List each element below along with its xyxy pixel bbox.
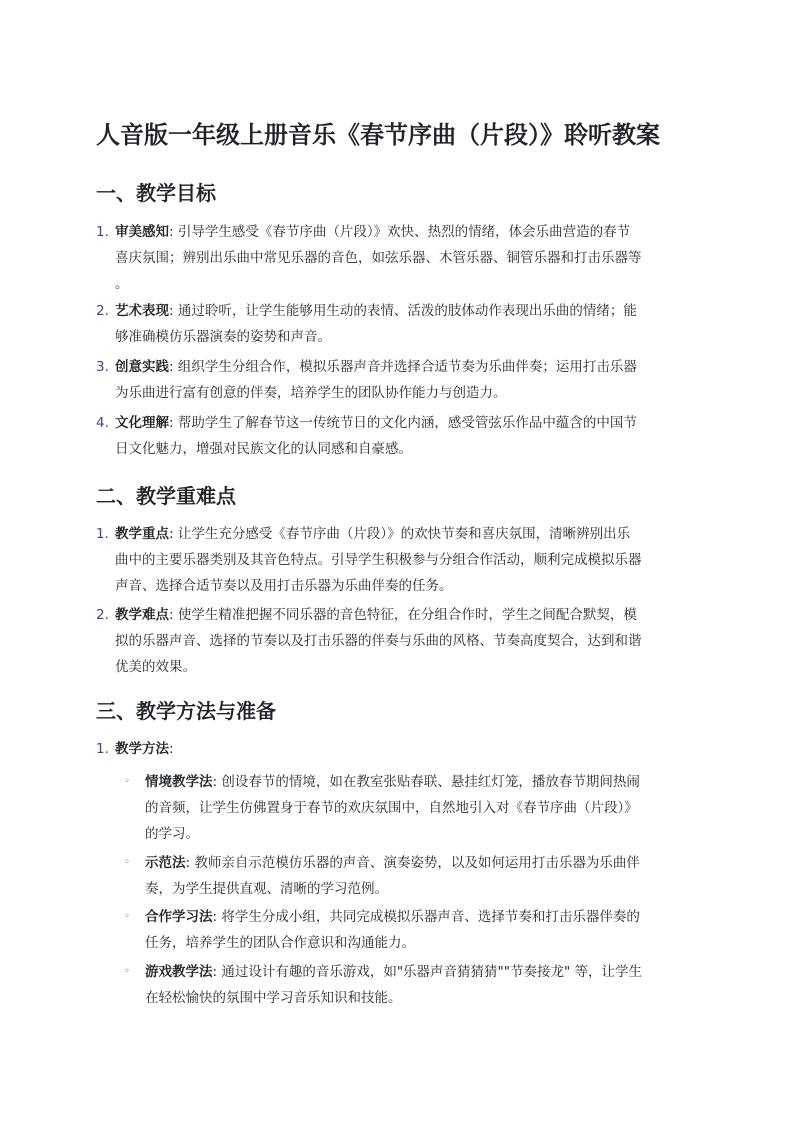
subitem-text: 的音频，让学生仿佛置身于春节的欢庆氛围中，自然地引入对《春节序曲（片段）》 [145,800,638,816]
subitem-text: : 创设春节的情境，如在教室张贴春联、悬挂红灯笼，播放春节期间热闹 [212,774,640,790]
subitem-label: 情境教学法 [145,774,213,790]
subitem-text: 在轻松愉快的氛围中学习音乐知识和技能。 [145,990,402,1006]
item-text: : 组织学生分组合作，模拟乐器声音并选择合适节奏为乐曲伴奏；运用打击乐器 [169,359,637,375]
item-text: : 引导学生感受《春节序曲（片段）》欢快、热烈的情绪，体会乐曲营造的春节 [169,224,631,240]
item-text: : 使学生精准把握不同乐器的音色特征，在分组合作时，学生之间配合默契，模 [169,607,637,623]
item-label: 教学方法 [115,741,169,757]
item-label: 文化理解 [115,415,169,431]
list-number: 1. [96,741,109,757]
item-label: 审美感知 [115,224,169,240]
subitem-label: 游戏教学法 [145,964,213,980]
item-label: 教学难点 [115,607,169,623]
item-text: : [169,741,174,757]
subitem-text: 的学习。 [145,826,199,842]
item-label: 创意实践 [115,359,169,375]
item-text: 日文化魅力，增强对民族文化的认同感和自豪感。 [115,441,412,457]
item-text: 喜庆氛围；辨别出乐曲中常见乐器的音色，如弦乐器、木管乐器、铜管乐器和打击乐器等 [115,250,642,266]
list-number: 2. [96,607,109,623]
subitem-label: 合作学习法 [145,909,213,925]
hollow-bullet-icon: ◦ [124,776,130,787]
subitem-text: 奏，为学生提供直观、清晰的学习范例。 [145,881,388,897]
list-number: 1. [96,224,109,240]
item-text: : 让学生充分感受《春节序曲（片段）》的欢快节奏和喜庆氛围，清晰辨别出乐 [169,526,631,542]
document-title: 人音版一年级上册音乐《春节序曲（片段）》聆听教案 [96,121,660,149]
list-number: 4. [96,415,109,431]
item-text: 够准确模仿乐器演奏的姿势和声音。 [115,329,331,345]
list-number: 1. [96,526,109,542]
subitem-label: 示范法 [145,855,186,871]
item-text: : 通过聆听，让学生能够用生动的表情、活泼的肢体动作表现出乐曲的情绪；能 [169,303,637,319]
item-label: 艺术表现 [115,303,169,319]
hollow-bullet-icon: ◦ [124,911,130,922]
item-text: 。 [115,276,129,292]
subitem-text: : 将学生分成小组，共同完成模拟乐器声音、选择节奏和打击乐器伴奏的 [212,909,640,925]
item-label: 教学重点 [115,526,169,542]
subitem-text: 任务，培养学生的团队合作意识和沟通能力。 [145,935,415,951]
subitem-text: : 教师亲自示范模仿乐器的声音、演奏姿势，以及如何运用打击乐器为乐曲伴 [185,855,640,871]
hollow-bullet-icon: ◦ [124,966,130,977]
hollow-bullet-icon: ◦ [124,857,130,868]
item-text: 曲中的主要乐器类别及其音色特点。引导学生积极参与分组合作活动，顺利完成模拟乐器 [115,552,642,568]
section-heading-methods: 三、教学方法与准备 [96,699,276,723]
subitem-text: : 通过设计有趣的音乐游戏，如"乐器声音猜猜猜""节奏接龙" 等，让学生 [212,964,642,980]
item-text: : 帮助学生了解春节这一传统节日的文化内涵，感受管弦乐作品中蕴含的中国节 [169,415,637,431]
list-number: 2. [96,303,109,319]
item-text: 优美的效果。 [115,659,196,675]
item-text: 为乐曲进行富有创意的伴奏，培养学生的团队协作能力与创造力。 [115,385,507,401]
section-heading-objectives: 一、教学目标 [96,181,216,205]
list-number: 3. [96,359,109,375]
item-text: 声音、选择合适节奏以及用打击乐器为乐曲伴奏的任务。 [115,578,453,594]
section-heading-key-points: 二、教学重难点 [96,484,236,508]
item-text: 拟的乐器声音、选择的节奏以及打击乐器的伴奏与乐曲的风格、节奏高度契合，达到和谐 [115,633,642,649]
